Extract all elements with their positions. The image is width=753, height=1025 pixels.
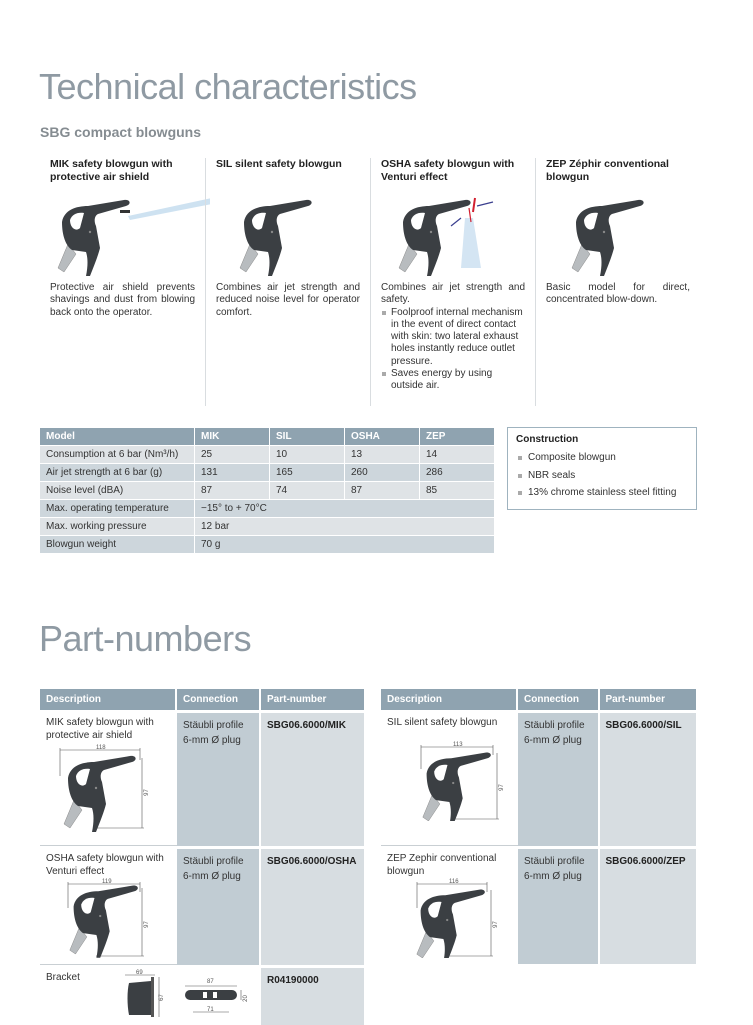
page-title: Technical characteristics <box>39 66 417 107</box>
feature-item: Foolproof internal mechanism in the event of direct contact with skin: two lateral exhaust holes instantly reduce outlet pressure. <box>381 307 525 368</box>
part-description <box>40 710 177 846</box>
bracket-top-drawing-cell <box>177 965 261 1025</box>
spec-value: 12 bar <box>195 518 494 536</box>
product-title: SIL silent safety blowgun <box>216 158 342 170</box>
connection-line: 6-mm Ø plug <box>524 871 582 882</box>
part-description <box>40 846 177 965</box>
sil-dimension-drawing <box>387 742 512 821</box>
spec-value: 87 <box>345 482 420 500</box>
spec-row <box>40 500 494 518</box>
product-card-osha <box>370 158 535 406</box>
spec-value: 13 <box>345 446 420 464</box>
spec-row <box>40 464 494 482</box>
part-description <box>381 846 518 964</box>
spec-value: 10 <box>270 446 345 464</box>
part-row-osha <box>40 846 364 965</box>
spec-row <box>40 482 494 500</box>
mik-dimension-drawing <box>46 746 171 832</box>
spec-value: 260 <box>345 464 420 482</box>
spec-row <box>40 536 494 554</box>
spec-value: 165 <box>270 464 345 482</box>
spec-label: Noise level (dBA) <box>40 482 195 500</box>
part-description <box>40 965 177 1025</box>
header-connection: Connection <box>177 689 261 710</box>
spec-value: −15° to + 70°C <box>195 500 494 518</box>
dim-width: 116 <box>449 879 459 885</box>
spec-value: 85 <box>420 482 494 500</box>
dim-height: 97 <box>498 784 505 791</box>
spec-label: Max. operating temperature <box>40 500 195 518</box>
connection-line: 6-mm Ø plug <box>183 735 241 746</box>
description-text: SIL silent safety blowgun <box>387 717 498 728</box>
part-description <box>381 710 518 846</box>
description-text: Combines air jet strength and safety. <box>381 282 525 306</box>
spec-table <box>40 428 494 554</box>
spec-value: 14 <box>420 446 494 464</box>
header-description: Description <box>40 689 177 710</box>
part-table-left <box>40 689 364 1025</box>
product-card-mik <box>40 158 205 406</box>
spec-header-row <box>40 428 494 446</box>
part-table-right <box>381 689 696 964</box>
description-text: ZEP Zephir conventional blowgun <box>387 853 497 877</box>
product-cards <box>40 158 700 406</box>
description-text: MIK safety blowgun with protective air shield <box>46 717 154 741</box>
spec-value: 25 <box>195 446 270 464</box>
part-numbers-title: Part-numbers <box>39 618 252 659</box>
feature-list <box>381 307 525 393</box>
part-connection <box>518 846 600 964</box>
construction-item: Composite blowgun <box>516 449 688 467</box>
part-connection <box>518 710 600 846</box>
part-row-mik <box>40 710 364 846</box>
connection-line: 6-mm Ø plug <box>183 871 241 882</box>
part-header-row <box>40 689 364 710</box>
connection-line: Stäubli profile <box>183 856 244 867</box>
bracket-top-drawing <box>183 978 253 1018</box>
dim-width: 118 <box>96 745 106 751</box>
construction-box <box>507 427 697 510</box>
spec-label: Max. working pressure <box>40 518 195 536</box>
spec-label: Blowgun weight <box>40 536 195 554</box>
part-header-row <box>381 689 696 710</box>
header-model: Model <box>40 428 195 446</box>
header-connection: Connection <box>518 689 600 710</box>
dim-a: 69 <box>136 970 143 976</box>
header-mik: MIK <box>195 428 270 446</box>
connection-line: Stäubli profile <box>524 856 585 867</box>
osha-blowgun-image <box>381 188 525 276</box>
mik-blowgun-image <box>50 188 195 276</box>
header-zep: ZEP <box>420 428 494 446</box>
product-card-sil <box>205 158 370 406</box>
description-text: OSHA safety blowgun with Venturi effect <box>46 853 164 877</box>
dim-height: 97 <box>492 921 499 928</box>
product-title: OSHA safety blowgun with Venturi effect <box>381 158 515 183</box>
dim-height: 97 <box>143 789 150 796</box>
product-description: Protective air shield prevents shavings and dust from blowing back onto the operator. <box>50 282 195 318</box>
spec-row <box>40 518 494 536</box>
part-connection <box>177 846 261 965</box>
dim-width: 113 <box>453 742 463 748</box>
construction-item: 13% chrome stainless steel fitting <box>516 484 688 502</box>
connection-line: 6-mm Ø plug <box>524 735 582 746</box>
part-connection <box>177 710 261 846</box>
description-text: Bracket <box>46 972 80 983</box>
product-title: ZEP Zéphir conventional blowgun <box>546 158 669 183</box>
spec-value: 74 <box>270 482 345 500</box>
product-card-zep <box>535 158 700 406</box>
part-row-sil <box>381 710 696 846</box>
header-description: Description <box>381 689 518 710</box>
bracket-side-drawing <box>119 971 167 1019</box>
section-subtitle: SBG compact blowguns <box>40 124 202 140</box>
connection-line: Stäubli profile <box>183 720 244 731</box>
dim-height: 97 <box>143 921 150 928</box>
spec-value: 87 <box>195 482 270 500</box>
part-number: SBG06.6000/ZEP <box>600 846 696 964</box>
feature-item: Saves energy by using outside air. <box>381 368 525 393</box>
header-part-number: Part-number <box>600 689 696 710</box>
part-row-zep <box>381 846 696 964</box>
dim-b: 67 <box>158 994 165 1001</box>
dim-c: 87 <box>207 979 214 985</box>
product-title: MIK safety blowgun with protective air shield <box>50 158 173 183</box>
spec-label: Air jet strength at 6 bar (g) <box>40 464 195 482</box>
product-description: Basic model for direct, concentrated blow-down. <box>546 282 690 306</box>
construction-item: NBR seals <box>516 467 688 485</box>
construction-list <box>516 449 688 502</box>
header-osha: OSHA <box>345 428 420 446</box>
connection-line: Stäubli profile <box>524 720 585 731</box>
header-sil: SIL <box>270 428 345 446</box>
spec-row <box>40 446 494 464</box>
part-number: SBG06.6000/OSHA <box>261 846 364 965</box>
zep-blowgun-image <box>546 188 690 276</box>
sil-blowgun-image <box>216 188 360 276</box>
part-row-bracket <box>40 965 364 1025</box>
dim-width: 119 <box>102 879 112 885</box>
spec-label: Consumption at 6 bar (Nm³/h) <box>40 446 195 464</box>
zep-dimension-drawing <box>387 878 512 958</box>
product-description <box>381 282 525 393</box>
osha-dimension-drawing <box>46 878 171 958</box>
construction-title: Construction <box>516 434 579 445</box>
spec-value: 131 <box>195 464 270 482</box>
part-number: SBG06.6000/MIK <box>261 710 364 846</box>
part-number: SBG06.6000/SIL <box>600 710 696 846</box>
header-part-number: Part-number <box>261 689 364 710</box>
product-description: Combines air jet strength and reduced noise level for operator comfort. <box>216 282 360 318</box>
spec-value: 286 <box>420 464 494 482</box>
part-number: R04190000 <box>261 965 364 1025</box>
dim-d: 71 <box>207 1007 214 1013</box>
spec-value: 70 g <box>195 536 494 554</box>
dim-e: 20 <box>242 995 249 1002</box>
